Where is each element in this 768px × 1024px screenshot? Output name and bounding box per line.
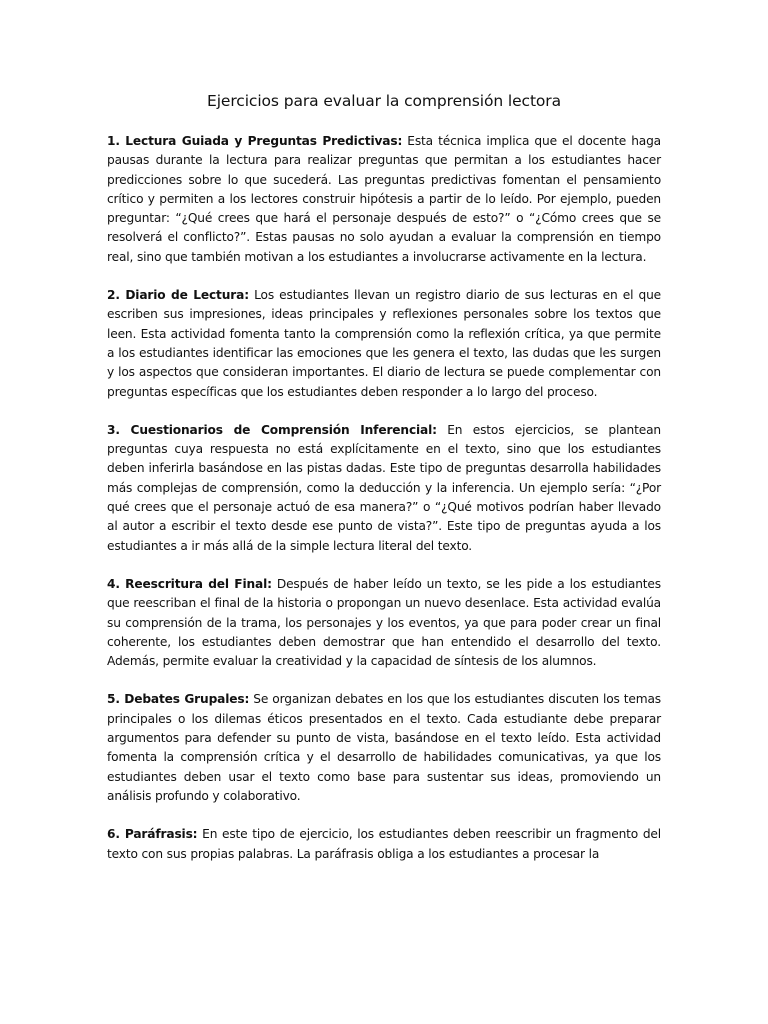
section-heading: 4. Reescritura del Final: <box>107 576 272 591</box>
section-body: En estos ejercicios, se plantean preguntas cuya respuesta no está explícitamente en el texto, sino que los estudiantes deben inferirla basándose en las pistas dadas. Este tipo de preguntas desarrolla habilidades más complejas de comprensión, como la deducción y la inferencia. Un ejemplo sería: “¿Por qué crees que el personaje actuó de esa manera?” o “¿Qué motivos podrían haber llevado al autor a escribir el texto desde ese punto de vista?”. Este tipo de preguntas ayuda a los estudiantes a ir más allá de la simple lectura literal del texto. <box>107 422 661 553</box>
section-heading: 5. Debates Grupales: <box>107 692 250 707</box>
section-heading: 1. Lectura Guiada y Preguntas Predictivas: <box>107 134 403 148</box>
section-body: En este tipo de ejercicio, los estudiantes deben reescribir un fragmento del texto con sus propias palabras. La paráfrasis obliga a los estudiantes a procesar la <box>107 827 661 861</box>
section-body: Se organizan debates en los que los estudiantes discuten los temas principales o los dilemas éticos presentados en el texto. Cada estudiante debe preparar argumentos para defender su punto de vista, basándose en el texto leído. Esta actividad fomenta la comprensión crítica y el desarrollo de habilidades comunicativas, ya que los estudiantes deben usar el texto como base para sustentar sus ideas, promoviendo un análisis profundo y colaborativo. <box>107 692 661 803</box>
section-body: Después de haber leído un texto, se les pide a los estudiantes que reescriban el final de la historia o propongan un nuevo desenlace. Esta actividad evalúa su comprensión de la trama, los personajes y los eventos, ya que para poder crear un final coherente, los estudiantes deben demostrar que han entendido el desarrollo del texto. Además, permite evaluar la creatividad y la capacidad de síntesis de los alumnos. <box>107 576 661 669</box>
section-reescritura <box>107 575 661 671</box>
section-body: Los estudiantes llevan un registro diario de sus lecturas en el que escriben sus impresiones, ideas principales y reflexiones personales sobre los textos que leen. Esta actividad fomenta tanto la comprensión como la reflexión crítica, ya que permite a los estudiantes identificar las emociones que les genera el texto, las dudas que les surgen y los aspectos que consideran importantes. El diario de lectura se puede complementar con preguntas específicas que los estudiantes deben responder a lo largo del proceso. <box>107 288 661 399</box>
document-page <box>107 92 661 883</box>
section-heading: 6. Paráfrasis: <box>107 827 198 842</box>
section-heading: 2. Diario de Lectura: <box>107 288 249 303</box>
document-title: Ejercicios para evaluar la comprensión lectora <box>207 92 561 110</box>
section-diario-lectura <box>107 286 661 402</box>
section-debates <box>107 690 661 806</box>
section-lectura-guiada <box>107 132 661 267</box>
section-heading: 3. Cuestionarios de Comprensión Inferencial: <box>107 422 437 437</box>
section-body: Esta técnica implica que el docente haga pausas durante la lectura para realizar preguntas que permitan a los estudiantes hacer predicciones sobre lo que sucederá. Las preguntas predictivas fomentan el pensamiento crítico y permiten a los lectores construir hipótesis a partir de lo leído. Por ejemplo, pueden preguntar: “¿Qué crees que hará el personaje después de esto?” o “¿Cómo crees que se resolverá el conflicto?”. Estas pausas no solo ayudan a evaluar la comprensión en tiempo real, sino que también motivan a los estudiantes a involucrarse activamente en la lectura. <box>107 134 661 264</box>
section-cuestionarios <box>107 421 661 556</box>
section-parafrasis <box>107 825 661 864</box>
